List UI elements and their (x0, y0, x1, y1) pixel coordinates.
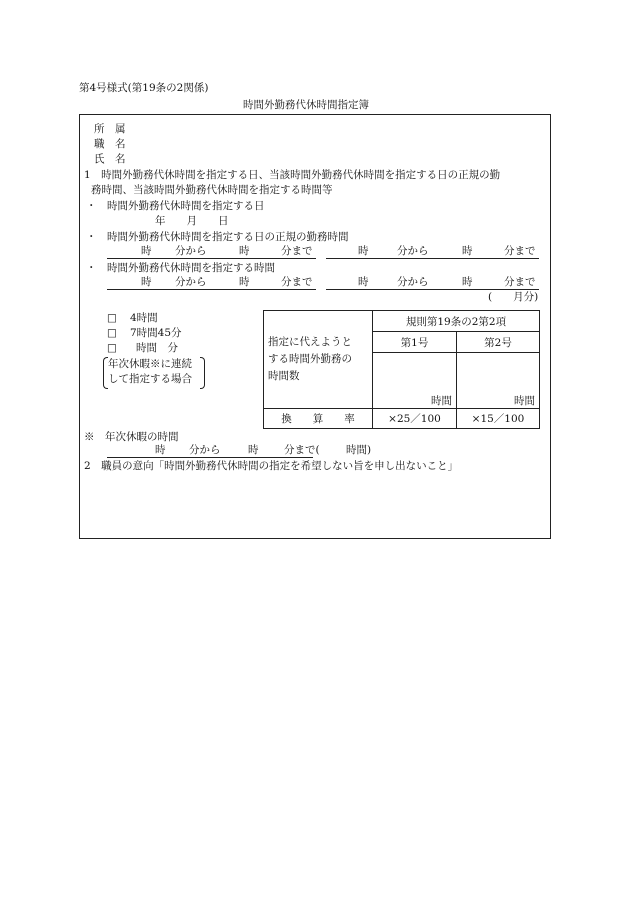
specified-h1: 時 (141, 276, 152, 288)
annual-leave-h2: 時 (248, 444, 259, 456)
affiliation-label: 所 属 (94, 123, 126, 135)
annual-leave-heading: ※ 年次休暇の時間 (84, 431, 179, 443)
regular-time-underline-1 (107, 258, 316, 259)
section1-heading: 1 時間外勤務代休時間を指定する日、当該時間外勤務代休時間を指定する日の正規の勤 (84, 169, 501, 181)
option-custom-label: 時間 分 (136, 342, 178, 354)
col-item2: 第2号 (457, 332, 540, 353)
name-label: 氏 名 (94, 153, 126, 165)
regular-from1: 分から (175, 245, 207, 257)
rule-header: 規則第19条の2第2項 (373, 311, 540, 332)
date-row: 年 月 日 (155, 215, 229, 227)
hours-cell-item2[interactable]: 時間 (457, 353, 540, 409)
section1-heading-cont: 務時間、当該時間外勤務代休時間を指定する時間等 (91, 184, 333, 196)
checkbox-4h[interactable]: □ (107, 312, 117, 324)
position-label: 職 名 (94, 138, 126, 150)
row-label-line3: 時間数 (268, 370, 300, 382)
option-7h45m-label: 7時間45分 (130, 327, 182, 339)
option-4h-label: 4時間 (130, 312, 158, 324)
hours-cell-item1[interactable]: 時間 (373, 353, 457, 409)
section2-intent: 2 職員の意向「時間外勤務代休時間の指定を希望しない旨を申し出ないこと」 (84, 460, 459, 472)
annual-leave-until: 分まで( (284, 444, 320, 456)
regular-until1: 分まで (281, 245, 313, 257)
annual-leave-note-line1: 年次休暇※に連続 (108, 358, 192, 370)
annual-leave-from: 分から (189, 444, 221, 456)
regular-h4: 時 (462, 245, 473, 257)
annual-leave-underline (107, 457, 313, 458)
annual-leave-hours: 時間) (346, 444, 372, 456)
checkbox-7h45m[interactable]: □ (107, 327, 117, 339)
row-label-line1: 指定に代えようと (268, 336, 352, 348)
month-minutes: ( 月分) (488, 291, 539, 303)
specified-h3: 時 (358, 276, 369, 288)
row-label-cell (264, 311, 373, 409)
regular-until2: 分まで (504, 245, 536, 257)
conversion-rate-table (263, 310, 540, 429)
rate-item1: ×25／100 (373, 409, 457, 429)
specified-until2: 分まで (504, 276, 536, 288)
bullet-specified-time: ・ 時間外勤務代休時間を指定する時間 (86, 262, 275, 274)
checkbox-custom[interactable]: □ (107, 342, 117, 354)
row-label-line2: する時間外勤務の (268, 353, 352, 365)
form-title: 時間外勤務代休時間指定簿 (243, 99, 369, 111)
specified-from1: 分から (175, 276, 207, 288)
regular-from2: 分から (397, 245, 429, 257)
specified-from2: 分から (397, 276, 429, 288)
rate-item2: ×15／100 (457, 409, 540, 429)
rate-label: 換 算 率 (264, 409, 373, 429)
regular-h3: 時 (358, 245, 369, 257)
col-item1: 第1号 (373, 332, 457, 353)
annual-leave-note-line2: して指定する場合 (108, 373, 192, 385)
regular-h2: 時 (239, 245, 250, 257)
form-number: 第4号様式(第19条の2関係) (79, 82, 209, 94)
specified-time-underline-2 (326, 289, 539, 290)
bullet-date: ・ 時間外勤務代休時間を指定する日 (86, 200, 265, 212)
regular-h1: 時 (141, 245, 152, 257)
specified-h4: 時 (462, 276, 473, 288)
bullet-regular-hours: ・ 時間外勤務代休時間を指定する日の正規の勤務時間 (86, 231, 349, 243)
annual-leave-h1: 時 (155, 444, 166, 456)
specified-time-underline-1 (107, 289, 316, 290)
regular-time-underline-2 (326, 258, 539, 259)
specified-until1: 分まで (281, 276, 313, 288)
specified-h2: 時 (239, 276, 250, 288)
